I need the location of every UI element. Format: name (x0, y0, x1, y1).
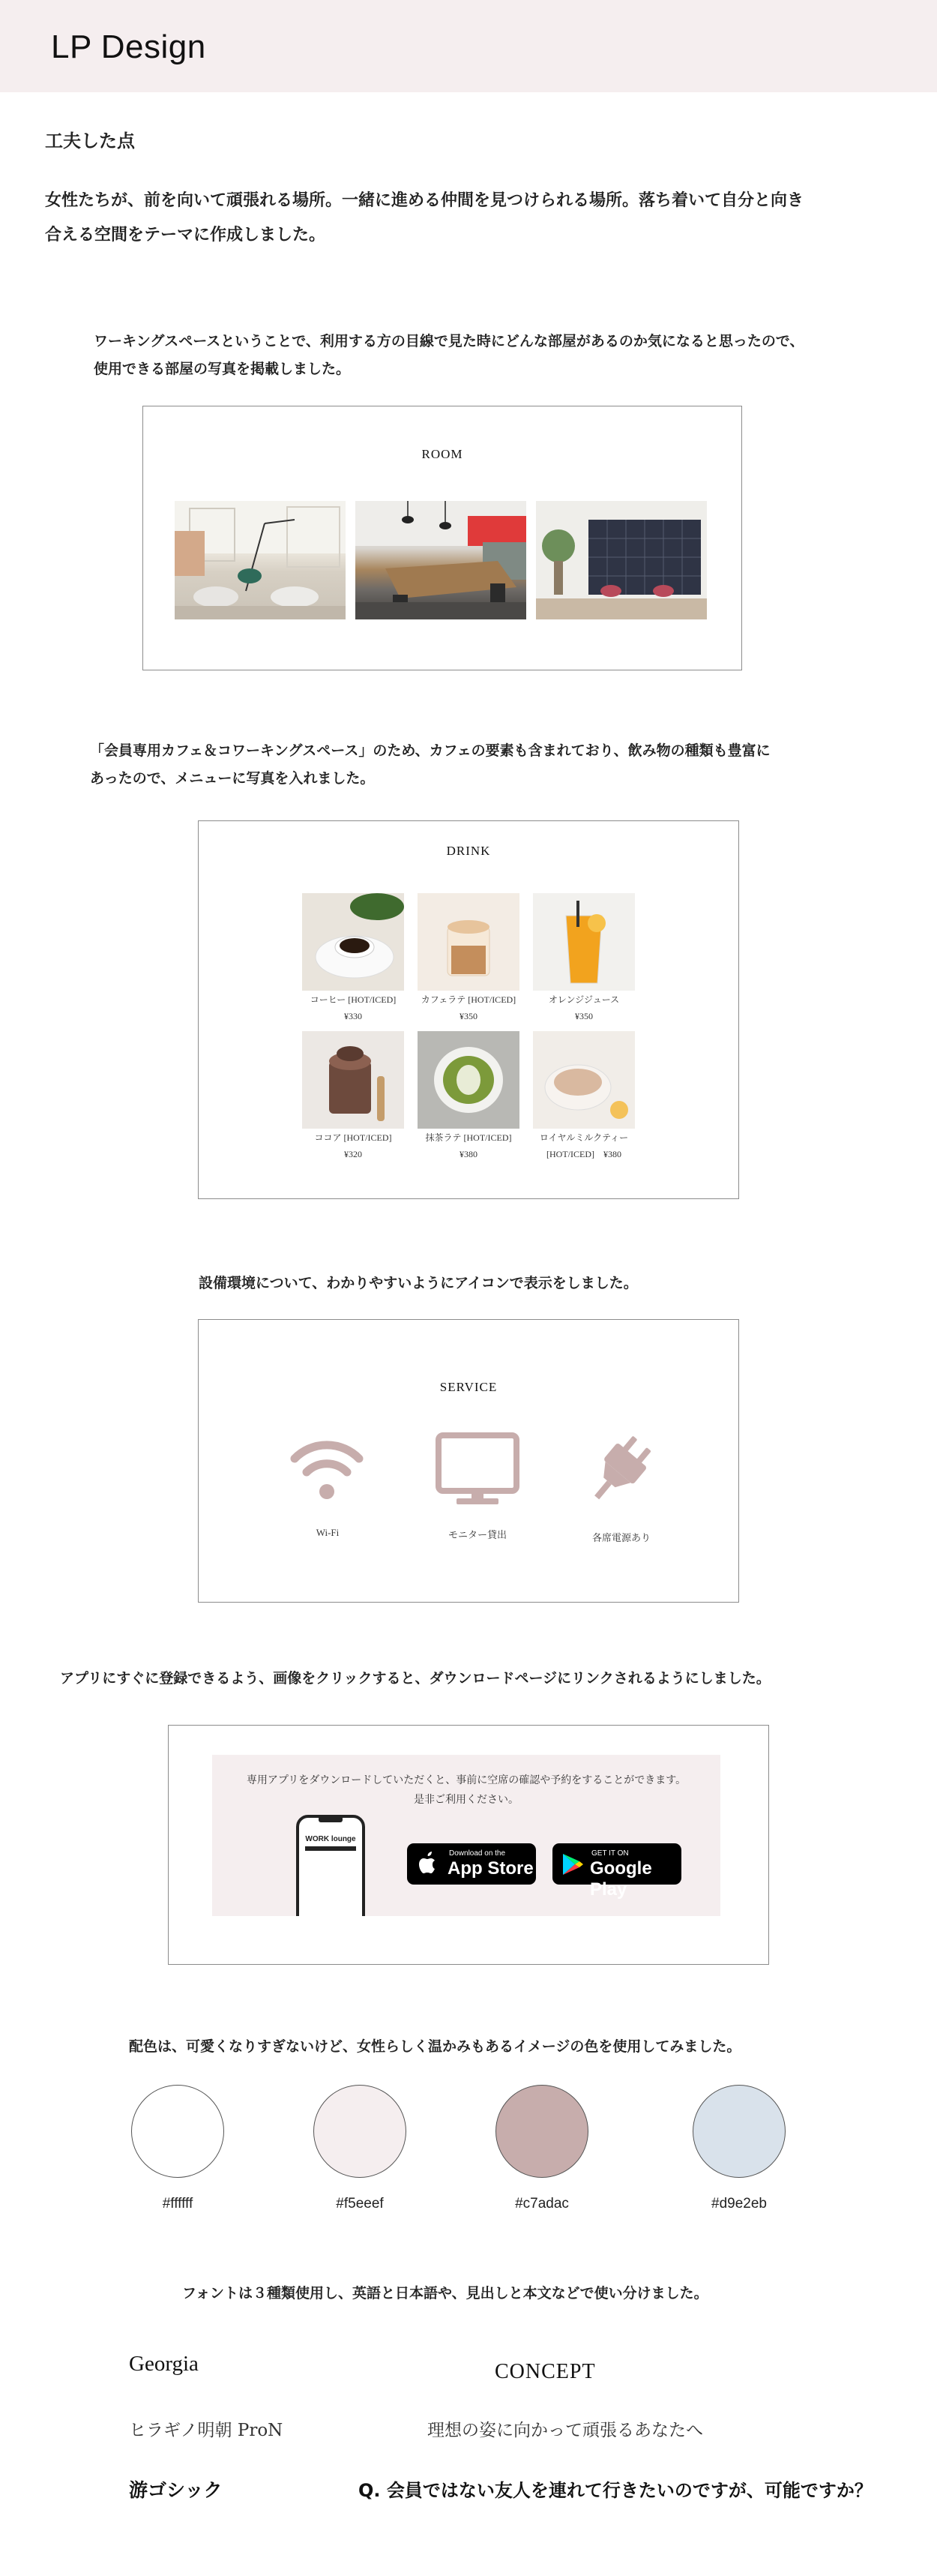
service-frame (198, 1319, 739, 1603)
drink-photo-cocoa (302, 1031, 404, 1129)
app-description: アプリにすぐに登録できるよう、画像をクリックすると、ダウンロードページにリンクされるようにしました。 (60, 1670, 771, 1687)
googleplay-big-text: Google Play (590, 1858, 652, 1900)
drink-desc-line-1: 「会員専用カフェ＆コワーキングスペース」のため、カフェの要素も含まれており、飲み物の種類も豊富に (90, 742, 771, 759)
power-plug-icon (582, 1432, 657, 1510)
drink-photo-orange-juice (533, 893, 635, 991)
drink-photo-matcha-latte (418, 1031, 519, 1129)
wifi-icon (290, 1436, 364, 1507)
room-desc-line-2: 使用できる部屋の写真を掲載しました。 (94, 361, 351, 377)
color-swatch-blue-grey (693, 2085, 786, 2178)
drink-menu-frame (198, 820, 739, 1199)
google-play-icon (561, 1852, 584, 1876)
drink-label-royal-milk-tea: ロイヤルミルクティー [HOT/ICED] ¥380 (539, 1132, 629, 1159)
drink-desc-line-2: あったので、メニューに写真を入れました。 (90, 770, 375, 787)
drink-photo-cafelatte (418, 893, 519, 991)
color-swatch-pink-light (313, 2085, 406, 2178)
drink-photo-coffee (302, 893, 404, 991)
power-label: 各席電源あり (591, 1532, 651, 1543)
appstore-big-text: App Store (448, 1858, 534, 1879)
app-panel-text: 専用アプリをダウンロードしていただくと、事前に空席の確認や予約をすることができます。 是非ご利用ください。 (246, 1775, 687, 1806)
room-description (94, 328, 804, 383)
app-download-panel[interactable] (212, 1755, 720, 1916)
drink-label-coffee: コーヒー [HOT/ICED] ¥330 (310, 994, 397, 1021)
room-desc-line-1: ワーキングスペースということで、利用する方の目線で見た時にどんな部屋があるのか気になると思ったので、 (94, 333, 804, 349)
font-example-concept: CONCEPT (495, 2360, 596, 2383)
google-play-button[interactable] (552, 1843, 681, 1900)
color-label-pink-light: #f5eeef (336, 2196, 384, 2212)
intro-line-1: 女性たちが、前を向いて頑張れる場所。一緒に進める仲間を見つけられる場所。落ち着いて自分と向き (45, 191, 804, 210)
room-title: ROOM (421, 447, 463, 461)
appstore-small-text: Download on the (449, 1849, 506, 1858)
drink-label-cafelatte: カフェラテ [HOT/ICED] ¥350 (421, 994, 516, 1021)
wifi-label: Wi-Fi (316, 1527, 340, 1538)
points-intro (45, 184, 907, 253)
monitor-label: モニター貸出 (448, 1529, 507, 1540)
phone-mockup (296, 1815, 365, 1916)
header-bar (0, 0, 937, 92)
service-title: SERVICE (439, 1380, 498, 1394)
drink-description (90, 737, 771, 793)
apple-icon (418, 1852, 439, 1876)
monitor-icon (436, 1432, 519, 1510)
points-heading: 工夫した点 (45, 130, 135, 151)
color-label-rose: #c7adac (515, 2196, 569, 2212)
drink-label-orange-juice: オレンジジュース ¥350 (548, 994, 620, 1021)
room-photo-lounge (175, 501, 346, 619)
color-label-white: #ffffff (162, 2196, 193, 2212)
color-swatch-rose (495, 2085, 588, 2178)
font-description: フォントは３種類使用し、英語と日本語や、見出しと本文などで使い分けました。 (182, 2285, 708, 2302)
font-name-hiragino: ヒラギノ明朝 ProN (129, 2421, 283, 2440)
room-photo-booth (536, 501, 707, 619)
service-description: 設備環境について、わかりやすいようにアイコンで表示をしました。 (199, 1275, 638, 1291)
font-example-mincho: 理想の姿に向かって頑張るあなたへ (427, 2421, 703, 2440)
googleplay-small-text: GET IT ON (591, 1849, 629, 1858)
color-label-blue-grey: #d9e2eb (711, 2196, 767, 2212)
color-swatch-white (131, 2085, 224, 2178)
drink-photo-royal-milk-tea (533, 1031, 635, 1129)
room-preview-frame (142, 406, 742, 670)
drink-label-cocoa: ココア [HOT/ICED] ¥320 (314, 1132, 392, 1159)
page-title: LP Design (51, 28, 206, 65)
font-name-yugothic: 游ゴシック (129, 2479, 223, 2501)
phone-brand-text: WORK lounge (305, 1835, 356, 1843)
font-example-gothic: Q. 会員ではない友人を連れて行きたいのですが、可能ですか？ (358, 2480, 873, 2501)
drink-label-matcha-latte: 抹茶ラテ [HOT/ICED] ¥380 (425, 1132, 512, 1159)
drink-title: DRINK (446, 844, 491, 858)
intro-line-2: 合える空間をテーマに作成しました。 (45, 226, 326, 244)
app-store-button[interactable] (407, 1843, 536, 1885)
room-photo-meeting (355, 501, 526, 619)
font-name-georgia: Georgia (129, 2352, 199, 2376)
color-description: 配色は、可愛くなりすぎないけど、女性らしく温かみもあるイメージの色を使用してみました。 (129, 2038, 741, 2055)
